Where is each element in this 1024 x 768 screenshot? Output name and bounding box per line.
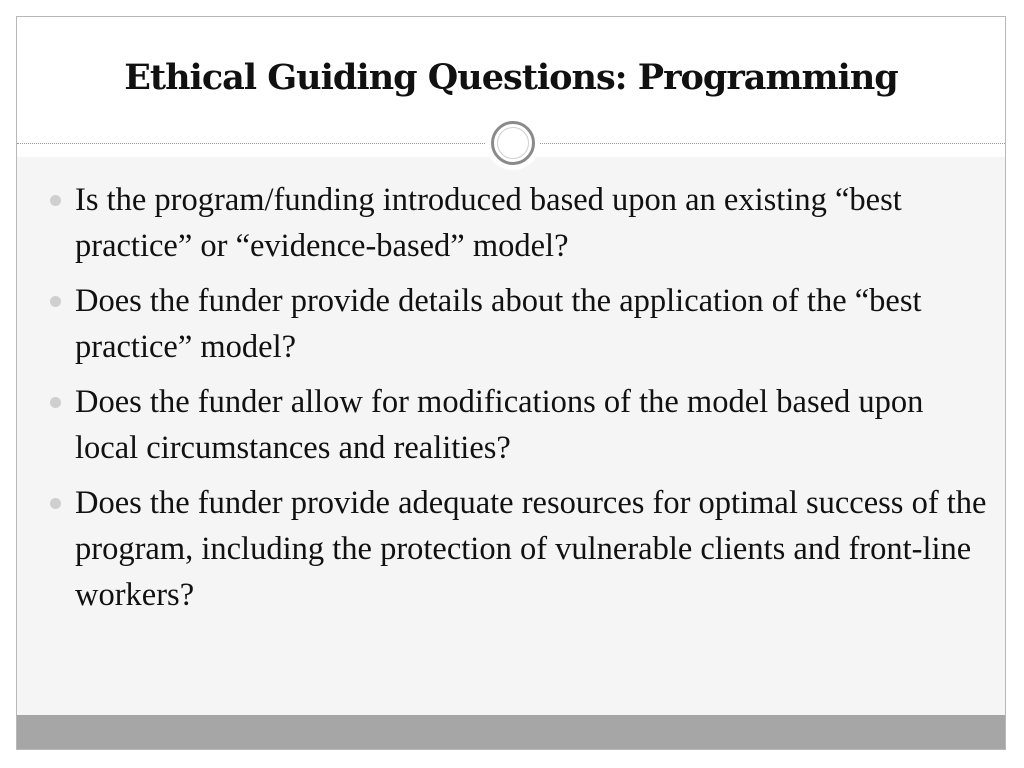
bullet-dot-icon xyxy=(50,498,61,509)
bullet-text: Does the funder provide adequate resources for optimal success of the program, including the protection of vulnerable clients and front-line workers? xyxy=(75,485,987,613)
bullet-item xyxy=(49,480,989,618)
bullet-item xyxy=(49,379,989,471)
bullet-dot-icon xyxy=(50,397,61,408)
bullet-item xyxy=(49,177,989,269)
ring-inner xyxy=(497,127,529,159)
ring-outer xyxy=(491,121,535,165)
bullet-list xyxy=(49,177,989,627)
bullet-text: Does the funder allow for modifications of the model based upon local circumstances and realities? xyxy=(75,384,924,466)
bullet-dot-icon xyxy=(50,296,61,307)
circle-ring-icon xyxy=(486,116,540,170)
bullet-item xyxy=(49,278,989,370)
bullet-text: Does the funder provide details about the application of the “best practice” model? xyxy=(75,283,922,365)
bullet-text: Is the program/funding introduced based upon an existing “best practice” or “evidence-based” model? xyxy=(75,182,902,264)
slide-title: Ethical Guiding Questions: Programming xyxy=(124,57,898,98)
footer-bar xyxy=(17,715,1005,750)
slide xyxy=(16,16,1006,750)
bullet-dot-icon xyxy=(50,195,61,206)
